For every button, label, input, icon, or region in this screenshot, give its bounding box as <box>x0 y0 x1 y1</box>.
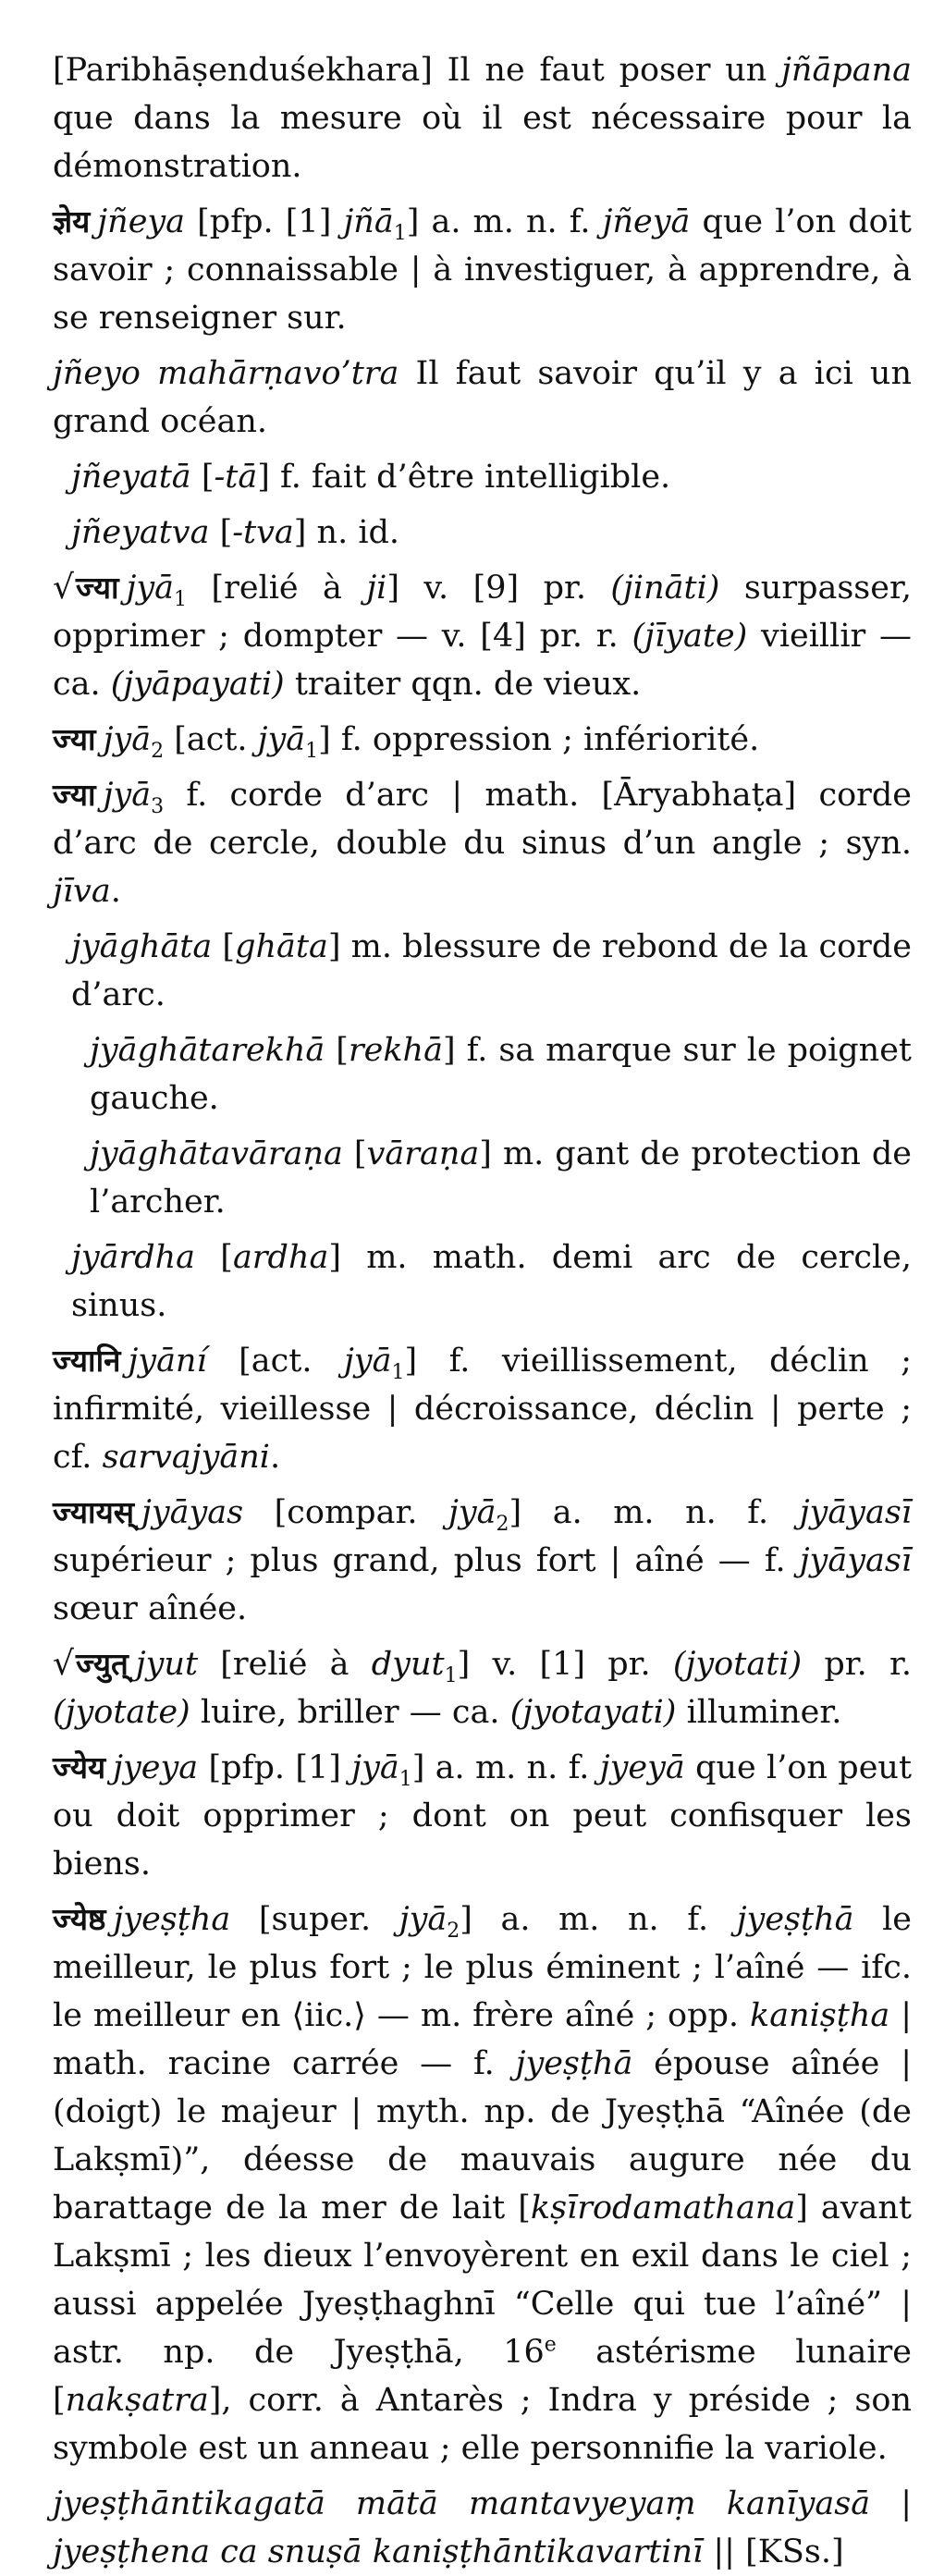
devanagari-headword: ज्युत् <box>75 1646 129 1682</box>
entry-text: jñeya [pfp. [1] jñā$_1$] a. m. n. f. jñeyā que l’on doit savoir ; connaissable | à investiguer, à apprendre, à se renseigner sur. <box>53 203 912 337</box>
entry-text: jyāghātarekhā [rekhā] f. sa marque sur le poignet gauche. <box>90 1032 912 1117</box>
dictionary-entry <box>53 716 912 764</box>
entry-text: jñeyo mahārṇavo’tra Il faut savoir qu’il y a ici un grand océan. <box>53 355 912 440</box>
dictionary-entry <box>53 1489 912 1633</box>
entry-text: jyā$_3$ f. corde d’arc | math. [Āryabhaṭa] corde d’arc de cercle, double du sinus d’un angle ; syn. jīva. <box>53 777 912 910</box>
entry-text: jñeyatā [-tā] f. fait d’être intelligible. <box>71 459 671 496</box>
entry-text: jñeyatva [-tva] n. id. <box>71 514 400 551</box>
devanagari-headword: ज्या <box>53 777 96 813</box>
devanagari-headword: ज्ञेय <box>53 203 91 239</box>
dictionary-entry <box>53 923 912 1019</box>
dictionary-entry <box>53 198 912 342</box>
dictionary-entry <box>53 1337 912 1481</box>
entry-text: jyā$_1$ [relié à ji] v. [9] pr. (jināti) surpasser, opprimer ; dompter — v. [4] pr. r. (jīyate) vieillir — ca. (jyāpayati) traiter qqn. de vieux. <box>53 570 912 703</box>
verbal-root-symbol: √ <box>53 569 74 607</box>
entry-text: jyeṣṭhāntikagatā mātā mantavyeyaṃ kanīyasā | jyeṣṭhena ca snuṣā kaniṣṭhāntikavartinī || [KSs.] <box>53 2485 912 2570</box>
entry-text: jyeṣṭha [super. jyā$_2$] a. m. n. f. jyeṣṭhā le meilleur, le plus fort ; le plus éminent ; l’aîné — ifc. le meilleur en ⟨iic.⟩ — m. frère aîné ; opp. kaniṣṭha | math. racine carrée — f. jyeṣṭhā épouse aînée | (doigt) le majeur | myth. np. de Jyeṣṭhā “Aînée (de Lakṣmī)”, déesse de mauvais augure née du barattage de la mer de lait [kṣīrodamathana] avant Lakṣmī ; les dieux l’envoyèrent en exil dans le ciel ; aussi appelée Jyeṣṭhaghnī “Celle qui tue l’aîné” | astr. np. de Jyeṣṭhā, 16e astérisme lunaire [nakṣatra], corr. à Antarès ; Indra y préside ; son symbole est un anneau ; elle personnifie la variole. <box>53 1901 912 2467</box>
dictionary-entry <box>53 46 912 190</box>
entry-text: jyā$_2$ [act. jyā$_1$] f. oppression ; infériorité. <box>103 721 760 763</box>
entry-text: jyut [relié à dyut$_1$] v. [1] pr. (jyotati) pr. r. (jyotate) luire, briller — ca. (jyotayati) illuminer. <box>53 1646 912 1731</box>
devanagari-headword: ज्येय <box>53 1749 106 1785</box>
devanagari-headword: ज्या <box>53 721 96 757</box>
dictionary-entry <box>53 771 912 915</box>
dictionary-entry <box>53 1895 912 2472</box>
dictionary-entry <box>53 1026 912 1122</box>
dictionary-entry <box>53 2480 912 2576</box>
entry-text: jyeya [pfp. [1] jyā$_1$] a. m. n. f. jyeyā que l’on peut ou doit opprimer ; dont on peut confisquer les biens. <box>53 1749 913 1883</box>
entry-text: jyāghāta [ghāta] m. blessure de rebond de la corde d’arc. <box>71 928 912 1013</box>
dictionary-entry <box>53 350 912 446</box>
devanagari-headword: ज्यानि <box>53 1343 121 1379</box>
dictionary-entry <box>53 1233 912 1330</box>
dictionary-entry <box>53 1130 912 1226</box>
dictionary-entry <box>53 1744 912 1888</box>
entry-text: jyārdha [ardha] m. math. demi arc de cercle, sinus. <box>71 1239 912 1324</box>
dictionary-entry <box>53 453 912 501</box>
devanagari-headword: ज्यायस् <box>53 1494 135 1530</box>
devanagari-headword: ज्या <box>75 570 119 606</box>
entry-text: jyāyas [compar. jyā$_2$] a. m. n. f. jyāyasī supérieur ; plus grand, plus fort | aîné — f. jyāyasī sœur aînée. <box>53 1494 912 1627</box>
verbal-root-symbol: √ <box>53 1645 74 1683</box>
dictionary-entry <box>53 1640 912 1736</box>
entry-text: [Paribhāṣenduśekhara] Il ne faut poser un jñāpana que dans la mesure où il est nécessaire pour la démonstration. <box>53 52 912 185</box>
dictionary-entry <box>53 564 912 708</box>
entry-text: jyāghātavāraṇa [vāraṇa] m. gant de protection de l’archer. <box>90 1135 913 1221</box>
dictionary-entry <box>53 509 912 557</box>
entry-text: jyāní [act. jyā$_1$] f. vieillissement, déclin ; infirmité, vieillesse | décroissance, déclin | perte ; cf. sarvajyāni. <box>53 1343 912 1476</box>
devanagari-headword: ज्येष्ठ <box>53 1901 106 1937</box>
